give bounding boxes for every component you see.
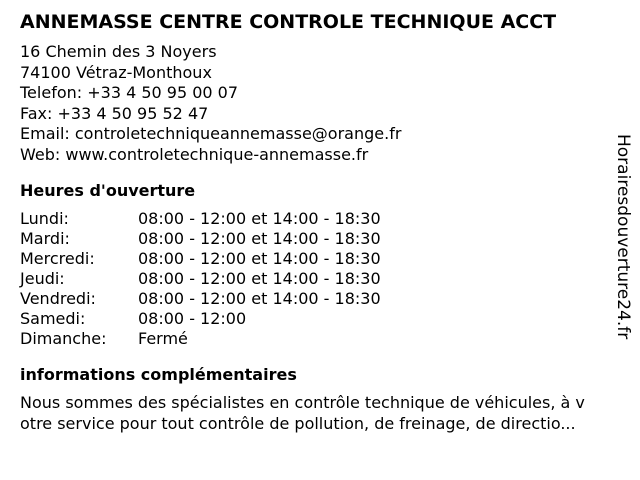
- day-label: Vendredi:: [20, 289, 96, 308]
- hours-row-sunday: [20, 329, 610, 349]
- business-name: ANNEMASSE CENTRE CONTROLE TECHNIQUE ACCT: [20, 11, 557, 33]
- day-label: Lundi:: [20, 209, 69, 228]
- day-hours: 08:00 - 12:00 et 14:00 - 18:30: [138, 289, 381, 308]
- address-line-1: 16 Chemin des 3 Noyers: [20, 42, 217, 61]
- web-line: Web: www.controletechnique-annemasse.fr: [20, 144, 369, 164]
- day-label: Mardi:: [20, 229, 70, 248]
- day-label: Dimanche:: [20, 329, 107, 348]
- hours-table: [20, 209, 610, 349]
- hours-heading: Heures d'ouverture: [20, 181, 196, 200]
- hours-row-monday: [20, 209, 610, 229]
- contact-block: [20, 42, 610, 165]
- phone-line: Telefon: +33 4 50 95 00 07: [20, 83, 239, 102]
- site-watermark: Horairesdouverture24.fr: [613, 134, 633, 340]
- hours-row-thursday: [20, 269, 610, 289]
- day-hours: 08:00 - 12:00 et 14:00 - 18:30: [138, 229, 381, 248]
- day-hours: 08:00 - 12:00: [138, 309, 247, 328]
- hours-row-wednesday: [20, 249, 610, 269]
- info-heading: informations complémentaires: [20, 365, 297, 384]
- day-hours: 08:00 - 12:00 et 14:00 - 18:30: [138, 249, 381, 268]
- day-hours: 08:00 - 12:00 et 14:00 - 18:30: [138, 269, 381, 288]
- info-line-2: otre service pour tout contrôle de pollution, de freinage, de directio...: [20, 413, 576, 433]
- hours-row-saturday: [20, 309, 610, 329]
- info-line-1: Nous sommes des spécialistes en contrôle technique de véhicules, à v: [20, 393, 585, 412]
- fax-line: Fax: +33 4 50 95 52 47: [20, 103, 209, 123]
- day-hours: 08:00 - 12:00 et 14:00 - 18:30: [138, 209, 381, 228]
- day-label: Samedi:: [20, 309, 86, 328]
- business-card: [20, 10, 610, 434]
- hours-row-tuesday: [20, 229, 610, 249]
- address-line-2: 74100 Vétraz-Monthoux: [20, 62, 212, 82]
- hours-row-friday: [20, 289, 610, 309]
- email-line: Email: controletechniqueannemasse@orange.fr: [20, 124, 402, 143]
- day-label: Mercredi:: [20, 249, 95, 268]
- day-label: Jeudi:: [20, 269, 65, 288]
- info-description: [20, 393, 610, 434]
- day-hours: Fermé: [138, 329, 188, 348]
